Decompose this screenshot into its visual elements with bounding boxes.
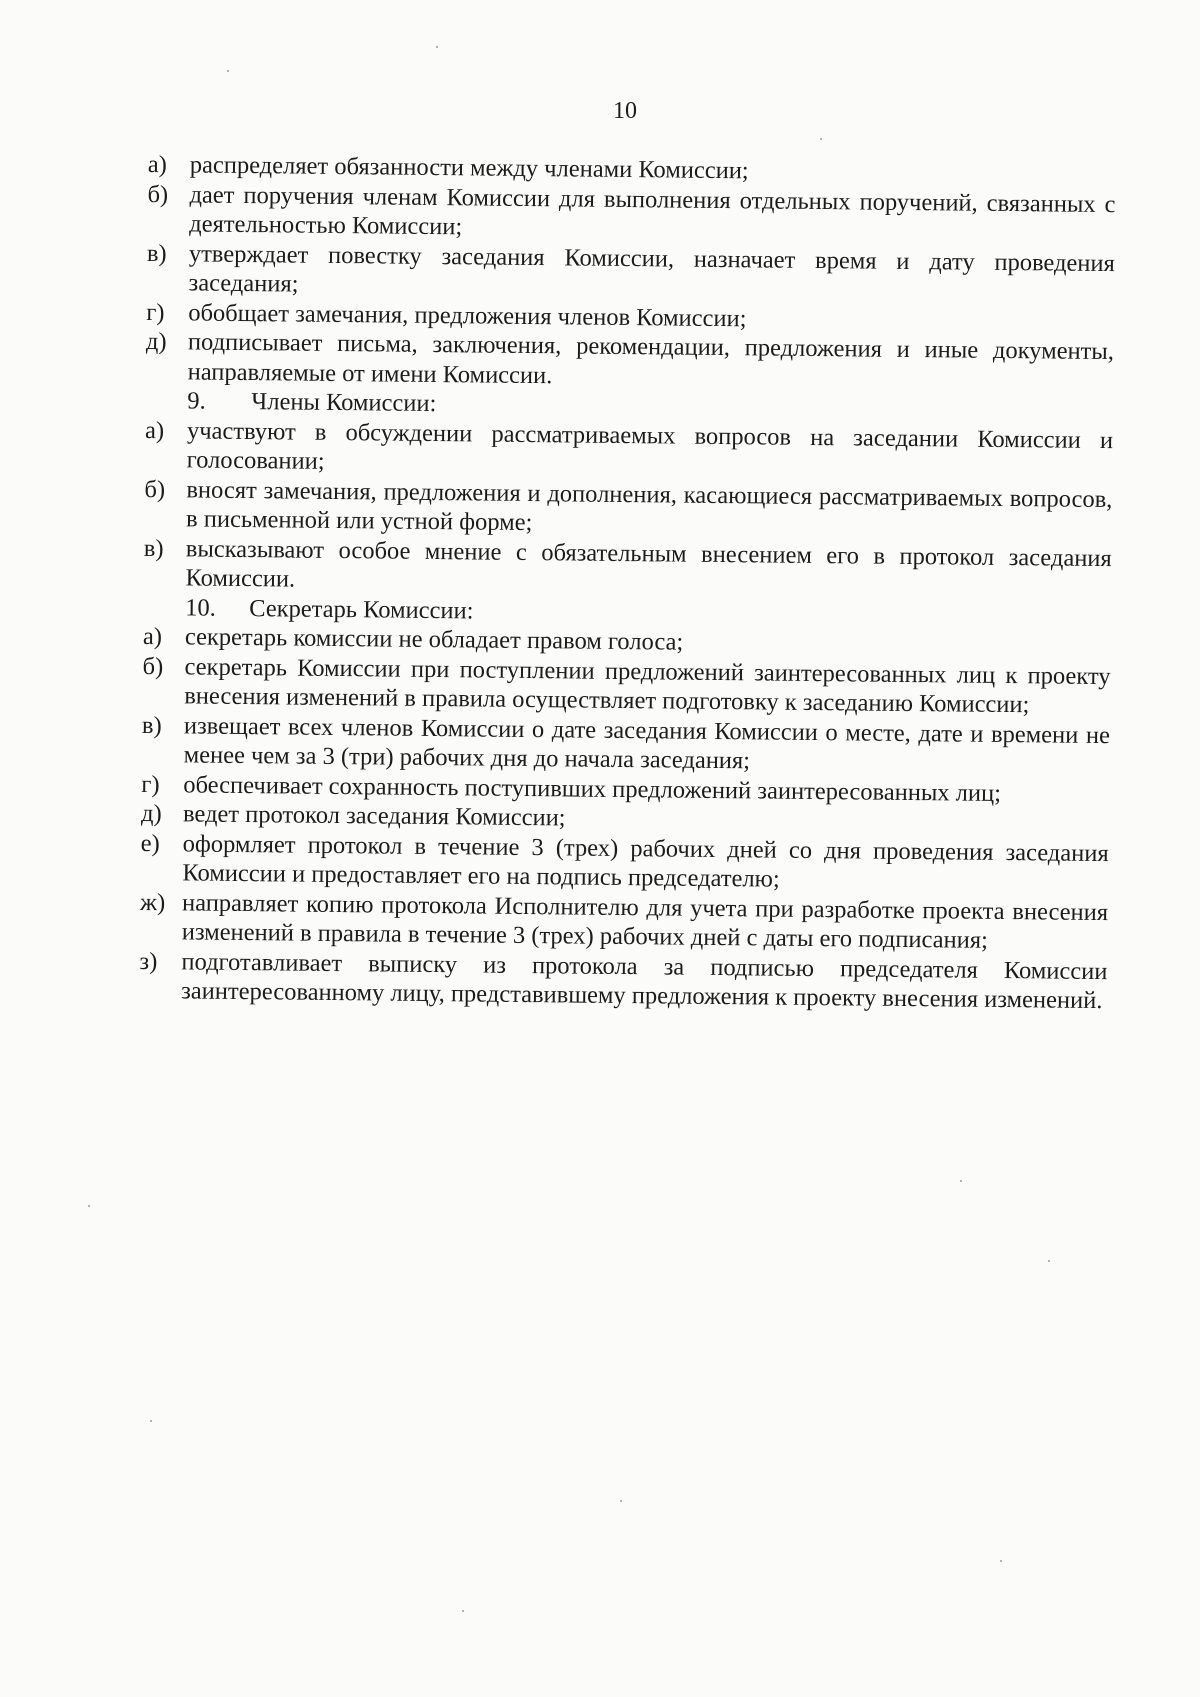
item-marker: а) bbox=[142, 622, 163, 651]
scan-speck bbox=[227, 70, 229, 72]
list-item bbox=[142, 651, 1111, 720]
scan-speck bbox=[620, 1500, 622, 1502]
item-text: обобщает замечания, предложения членов Комиссии; bbox=[188, 298, 747, 332]
scan-speck bbox=[820, 138, 822, 140]
scan-speck bbox=[88, 1205, 90, 1207]
list-item bbox=[140, 828, 1109, 897]
item-marker: г) bbox=[146, 298, 165, 326]
item-text: направляет копию протокола Исполнителю для учета при разработке проекта внесения изменений в правила в течение 3 (трех) рабочих дней с даты его подписания; bbox=[181, 888, 1109, 954]
item-marker: б) bbox=[142, 652, 164, 680]
scan-speck bbox=[960, 1180, 962, 1182]
list-item bbox=[144, 474, 1113, 543]
item-marker: в) bbox=[141, 711, 162, 739]
item-text: оформляет протокол в течение 3 (трех) рабочих дней со дня проведения заседания Комиссии и предоставляет его на подпись председателю; bbox=[182, 829, 1109, 893]
item-text: дает поручения членам Комиссии для выполнения отдельных поручений, связанных с деятельностью Комиссии; bbox=[189, 180, 1116, 241]
item-text: обеспечивает сохранность поступивших предложений заинтересованных лиц; bbox=[183, 770, 1002, 807]
section-number: 9. bbox=[187, 387, 206, 415]
item-text: утверждает повестку заседания Комиссии, назначает время и дату проведения заседания; bbox=[188, 239, 1116, 298]
list-item bbox=[142, 710, 1111, 779]
scan-speck bbox=[436, 46, 438, 48]
section-title: Секретарь Комиссии: bbox=[249, 594, 474, 624]
section-title: Члены Комиссии: bbox=[251, 388, 437, 418]
item-marker: д) bbox=[145, 327, 167, 356]
scan-speck bbox=[1048, 1260, 1050, 1262]
item-text: вносят замечания, предложения и дополнения, касающиеся рассматриваемых вопросов, в письменной или устной форме; bbox=[185, 475, 1113, 537]
item-text: высказывают особое мнение с обязательным внесением его в протокол заседания Комиссии. bbox=[185, 534, 1112, 593]
section-number: 10. bbox=[185, 593, 216, 622]
item-marker: а) bbox=[147, 150, 168, 179]
scan-speck bbox=[150, 1420, 152, 1422]
list-item bbox=[146, 327, 1115, 396]
item-text: ведет протокол заседания Комиссии; bbox=[182, 800, 566, 832]
item-marker: б) bbox=[147, 180, 169, 208]
list-item bbox=[140, 887, 1109, 956]
list-item bbox=[139, 946, 1108, 1015]
list-item bbox=[145, 415, 1114, 484]
item-text: подписывает письма, заключения, рекомендации, предложения и иные документы, направляемые от имени Комиссии. bbox=[187, 328, 1115, 389]
list-item bbox=[147, 179, 1116, 248]
item-text: извещает всех членов Комиссии о дате заседания Комиссии о месте, дате и времени не менее чем за 3 (три) рабочих дня до начала заседания; bbox=[183, 711, 1111, 775]
page-number: 10 bbox=[613, 98, 637, 124]
item-marker: в) bbox=[143, 534, 164, 562]
list-item bbox=[143, 533, 1112, 602]
item-text: секретарь Комиссии при поступлении предложений заинтересованных лиц к проекту внесения изменений в правила осуществляет подготовку к заседанию Комиссии; bbox=[184, 652, 1111, 719]
item-text: распределяет обязанности между членами Комиссии; bbox=[189, 151, 749, 185]
item-text: участвуют в обсуждении рассматриваемых вопросов на заседании Комиссии и голосовании; bbox=[186, 416, 1114, 475]
item-marker: г) bbox=[141, 770, 160, 798]
item-marker: з) bbox=[139, 947, 158, 975]
document-body bbox=[139, 150, 1116, 1016]
list-item bbox=[146, 238, 1115, 307]
item-marker: в) bbox=[146, 239, 167, 267]
item-marker: д) bbox=[140, 799, 162, 828]
item-text: секретарь комиссии не обладает правом голоса; bbox=[184, 623, 684, 656]
item-marker: ж) bbox=[139, 888, 166, 916]
scan-speck bbox=[462, 1610, 464, 1612]
scan-speck bbox=[1000, 1560, 1002, 1562]
item-text: подготавливает выписку из протокола за подписью председателя Комиссии заинтересованному лицу, представившему предложения к проекту внесения изменений. bbox=[181, 947, 1108, 1015]
item-marker: б) bbox=[144, 475, 166, 503]
item-marker: е) bbox=[140, 829, 160, 857]
item-marker: а) bbox=[144, 416, 165, 444]
